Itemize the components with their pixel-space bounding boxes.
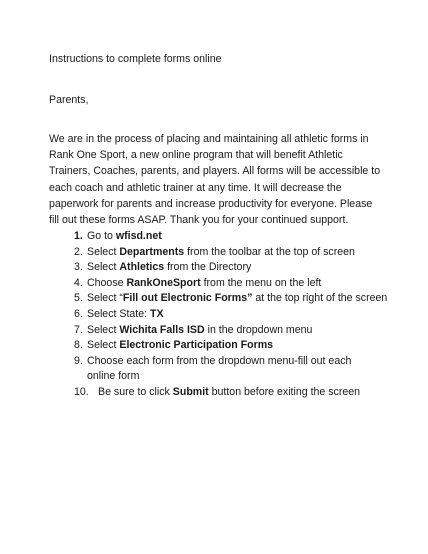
paragraph-line: Rank One Sport, a new online program that will benefit Athletic xyxy=(49,149,343,162)
step-item xyxy=(49,323,419,339)
step-number: 5. xyxy=(74,292,83,305)
step-item xyxy=(49,245,419,261)
step-item xyxy=(49,354,419,385)
step-text: Go to wfisd.net xyxy=(87,230,162,242)
step-number: 4. xyxy=(74,276,83,289)
step-item xyxy=(49,276,419,292)
step-number: 9. xyxy=(74,354,83,367)
step-text: Select Wichita Falls ISD in the dropdown menu xyxy=(87,323,313,336)
step-number: 7. xyxy=(74,323,83,336)
step-text: Choose RankOneSport from the menu on the left xyxy=(87,276,322,289)
step-item xyxy=(49,307,419,323)
step-item xyxy=(49,385,419,401)
instruction-steps-list xyxy=(49,229,419,400)
paragraph-line: paperwork for parents and increase productivity for everyone. Please xyxy=(49,197,373,210)
step-item xyxy=(49,291,419,307)
document-title: Instructions to complete forms online xyxy=(49,53,222,65)
paragraph-line: Trainers, Coaches, parents, and players. All forms will be accessible to xyxy=(49,165,381,178)
step-number: 1. xyxy=(74,230,83,242)
step-text: Choose each form from the dropdown menu-fill out each online form xyxy=(87,354,352,382)
greeting: Parents, xyxy=(49,94,89,106)
step-number: 3. xyxy=(74,261,83,274)
step-number: 2. xyxy=(74,245,83,258)
paragraph-line: We are in the process of placing and maintaining all athletic forms in xyxy=(49,133,369,145)
step-item xyxy=(49,229,419,245)
step-text: Select Departments from the toolbar at the top of screen xyxy=(87,245,355,258)
step-number: 10. xyxy=(74,385,89,398)
step-text: Select “Fill out Electronic Forms” at the top right of the screen xyxy=(87,292,388,305)
step-item xyxy=(49,260,419,276)
step-text: Be sure to click Submit button before exiting the screen xyxy=(98,385,361,398)
website-link: wfisd.net xyxy=(115,230,162,242)
step-text: Select State: TX xyxy=(87,307,164,320)
step-number: 6. xyxy=(74,307,83,320)
intro-paragraph xyxy=(49,132,380,229)
paragraph-line: fill out these forms ASAP. Thank you for your continued support. xyxy=(49,213,349,226)
step-item xyxy=(49,338,419,354)
step-text: Select Athletics from the Directory xyxy=(87,261,252,274)
step-text: Select Electronic Participation Forms xyxy=(87,339,274,352)
step-number: 8. xyxy=(74,339,83,352)
paragraph-line: each coach and athletic trainer at any time. It will decrease the xyxy=(49,181,342,194)
